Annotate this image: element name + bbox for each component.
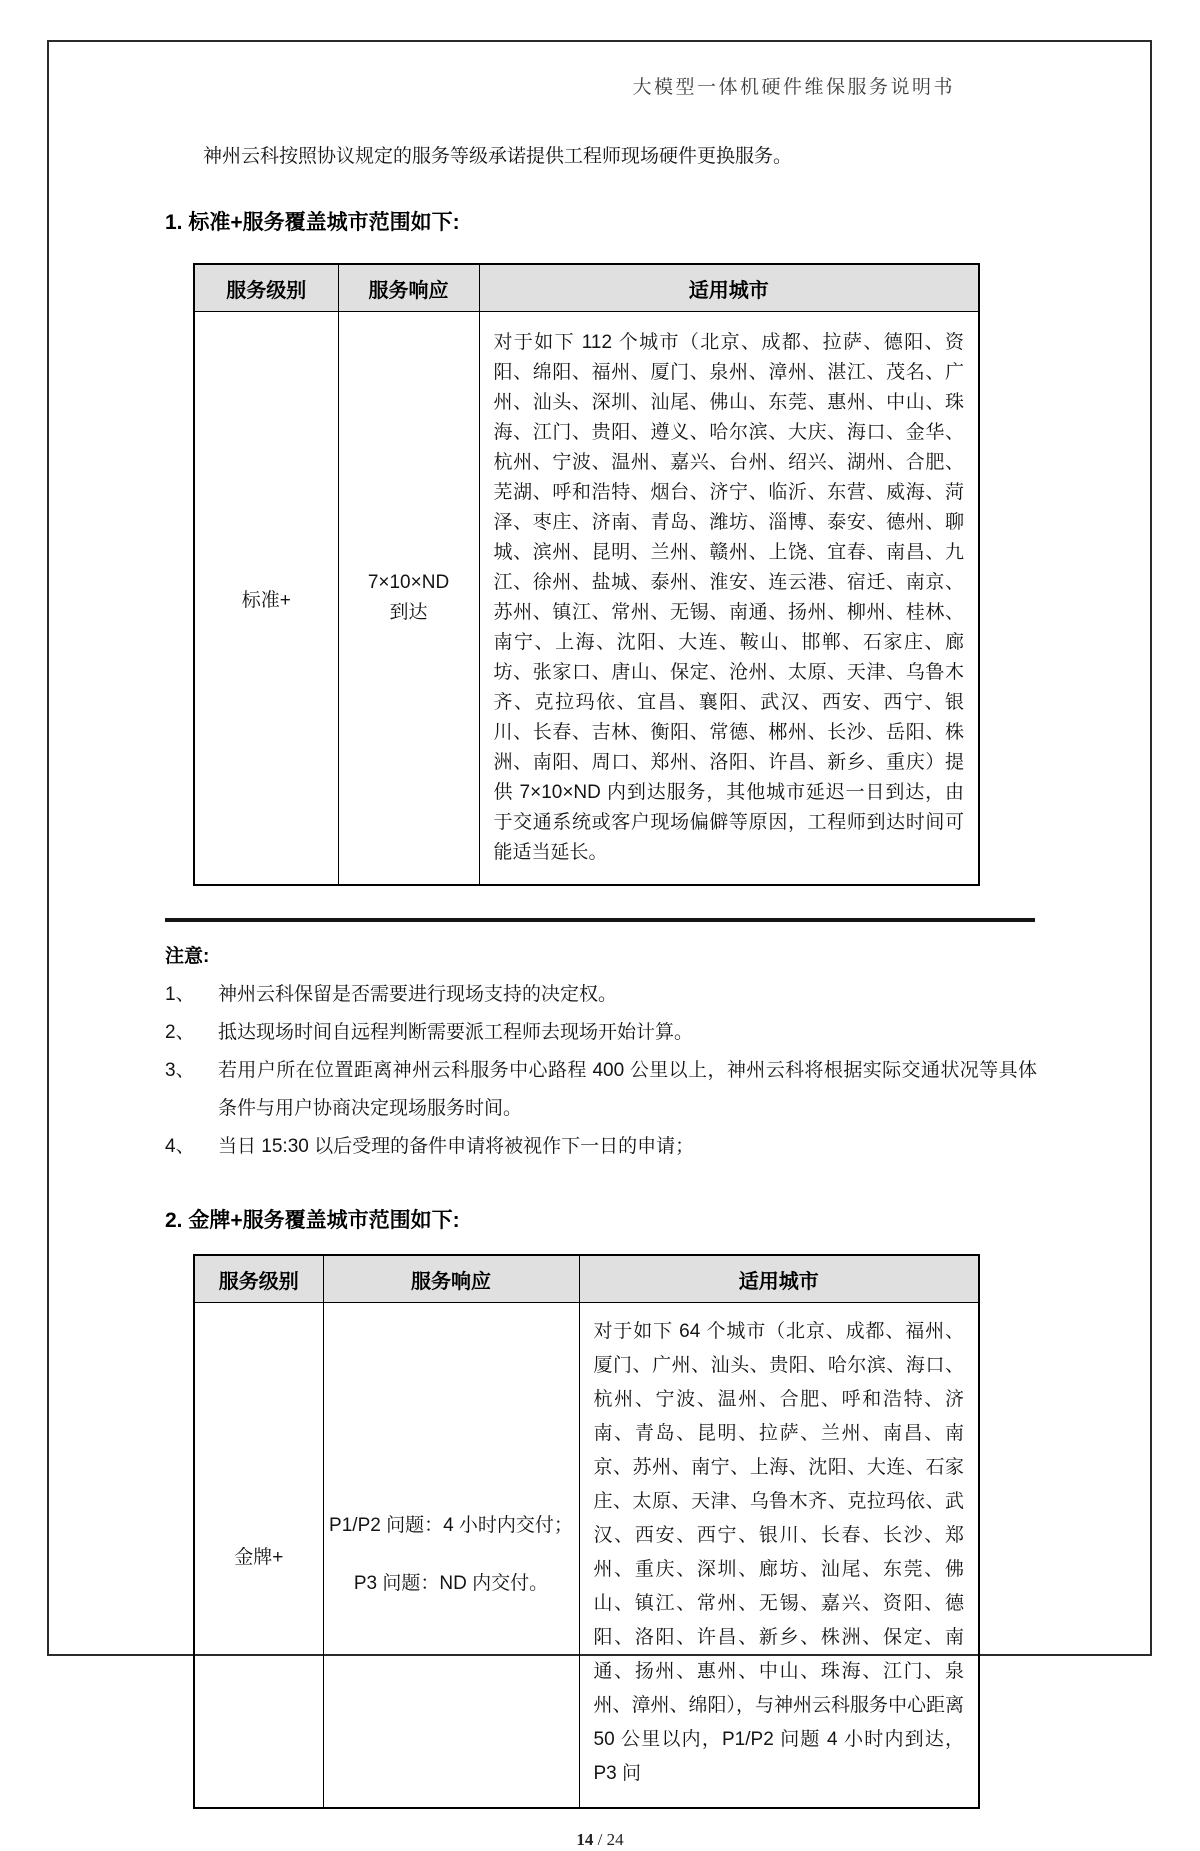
column-header-applicable-cities: 适用城市: [479, 264, 979, 312]
applicable-cities-cell: 对于如下 64 个城市（北京、成都、福州、厦门、广州、汕头、贵阳、哈尔滨、海口、杭州、宁波、温州、合肥、呼和浩特、济南、青岛、昆明、拉萨、兰州、南昌、南京、苏州、南宁、上海、沈阳、大连、石家庄、太原、天津、乌鲁木齐、克拉玛依、武汉、西安、西宁、银川、长春、长沙、郑州、重庆、深圳、廊坊、汕尾、东莞、佛山、镇江、常州、无锡、嘉兴、资阳、德阳、洛阳、许昌、新乡、株洲、保定、南通、扬州、惠州、中山、珠海、江门、泉州、漳州、绵阳），与神州云科服务中心距离 50 公里以内，P1/P2 问题 4 小时内到达，P3 问: [579, 1303, 979, 1809]
total-page-number: 24: [606, 1830, 624, 1849]
section-heading-standard: 1. 标准+服务覆盖城市范围如下:: [165, 211, 460, 234]
applicable-cities-cell: 对于如下 112 个城市（北京、成都、拉萨、德阳、资阳、绵阳、福州、厦门、泉州、漳州、湛江、茂名、广州、汕头、深圳、汕尾、佛山、东莞、惠州、中山、珠海、江门、贵阳、遵义、哈尔滨、大庆、海口、金华、杭州、宁波、温州、嘉兴、台州、绍兴、湖州、合肥、芜湖、呼和浩特、烟台、济宁、临沂、东营、威海、菏泽、枣庄、济南、青岛、潍坊、淄博、泰安、德州、聊城、滨州、昆明、兰州、赣州、上饶、宜春、南昌、九江、徐州、盐城、泰州、淮安、连云港、宿迁、南京、苏州、镇江、常州、无锡、南通、扬州、柳州、桂林、南宁、上海、沈阳、大连、鞍山、邯郸、石家庄、廊坊、张家口、唐山、保定、沧州、太原、天津、乌鲁木齐、克拉玛依、宜昌、襄阳、武汉、西安、西宁、银川、长春、吉林、衡阳、常德、郴州、长沙、岳阳、株洲、南阳、周口、郑州、洛阳、许昌、新乡、重庆）提供 7×10×ND 内到达服务，其他城市延迟一日到达，由于交通系统或客户现场偏僻等原因，工程师到达时间可能适当延长。: [479, 312, 979, 886]
column-header-applicable-cities: 适用城市: [579, 1255, 979, 1303]
service-level-cell: 标准+: [194, 312, 338, 886]
note-item: [165, 1128, 1037, 1166]
note-number: 2、: [165, 1022, 195, 1043]
document-header-title: 大模型一体机硬件维保服务说明书: [632, 77, 955, 98]
note-number: 1、: [165, 984, 195, 1005]
page-number-separator: /: [593, 1830, 607, 1849]
note-number: 4、: [165, 1136, 195, 1157]
note-text: 当日 15:30 以后受理的备件申请将被视作下一日的申请；: [218, 1136, 695, 1157]
standard-service-table: [193, 263, 980, 886]
note-item: [165, 1052, 1037, 1128]
column-header-service-response: 服务响应: [323, 1255, 579, 1303]
note-text: 抵达现场时间自远程判断需要派工程师去现场开始计算。: [218, 1022, 694, 1043]
table-header-row: [194, 264, 979, 312]
horizontal-rule: [165, 918, 1035, 922]
notes-list: [165, 976, 1037, 1166]
note-text: 神州云科保留是否需要进行现场支持的决定权。: [218, 984, 618, 1005]
response-paragraph: P1/P2 问题：4 小时内交付；: [329, 1515, 573, 1536]
table-row: [194, 312, 979, 886]
service-response-cell: [338, 312, 479, 886]
service-response-cell: [323, 1303, 579, 1809]
note-number: 3、: [165, 1060, 195, 1081]
response-line: 7×10×ND: [367, 572, 450, 593]
column-header-service-level: 服务级别: [194, 1255, 323, 1303]
current-page-number: 14: [576, 1830, 594, 1849]
section-heading-gold: 2. 金牌+服务覆盖城市范围如下:: [165, 1209, 460, 1232]
service-level-cell: 金牌+: [194, 1303, 323, 1809]
response-line: 到达: [389, 602, 428, 623]
note-item: [165, 1014, 1037, 1052]
column-header-service-level: 服务级别: [194, 264, 338, 312]
column-header-service-response: 服务响应: [338, 264, 479, 312]
response-paragraph: P3 问题：ND 内交付。: [353, 1573, 549, 1594]
intro-paragraph: 神州云科按照协议规定的服务等级承诺提供工程师现场硬件更换服务。: [203, 146, 793, 167]
note-item: [165, 976, 1037, 1014]
table-header-row: [194, 1255, 979, 1303]
note-text: 若用户所在位置距离神州云科服务中心路程 400 公里以上，神州云科将根据实际交通状况等具体条件与用户协商决定现场服务时间。: [218, 1060, 1037, 1119]
notes-label: 注意:: [165, 946, 210, 967]
page-footer: [165, 1829, 1035, 1851]
table-row: [194, 1303, 979, 1809]
gold-service-table: [193, 1254, 980, 1809]
